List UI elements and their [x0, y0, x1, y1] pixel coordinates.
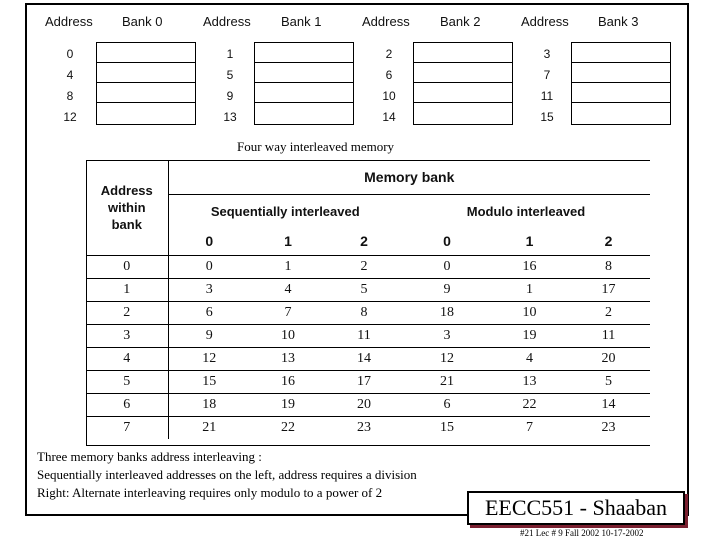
table-title: Memory bank [168, 160, 650, 195]
bank-index-header: 0 [205, 233, 214, 249]
table-cell: 14 [567, 394, 650, 417]
bank-cell [255, 63, 353, 83]
table-cell: 15 [168, 371, 250, 394]
notes [37, 448, 417, 502]
bank-cell [414, 63, 512, 83]
diagram-caption: Four way interleaved memory [237, 139, 395, 154]
bank-cells [571, 42, 671, 125]
address-value: 13 [223, 110, 237, 124]
bank-cell [97, 83, 195, 103]
bank-cell [414, 103, 512, 124]
note-line: Sequentially interleaved addresses on the left, address requires a division [37, 467, 417, 482]
address-column [210, 44, 250, 128]
row-address-cell: 7 [86, 417, 168, 440]
row-address-cell: 2 [86, 302, 168, 325]
table-cell: 4 [250, 279, 326, 302]
table-cell: 16 [250, 371, 326, 394]
table-row [86, 302, 650, 325]
address-header: Address [45, 14, 93, 29]
slide-footer: #21 Lec # 9 Fall 2002 10-17-2002 [520, 528, 644, 538]
table-cell: 13 [250, 348, 326, 371]
address-value: 4 [66, 68, 74, 82]
row-address-cell: 0 [86, 256, 168, 279]
table-cell: 11 [567, 325, 650, 348]
note-line: Three memory banks address interleaving : [37, 449, 262, 464]
table-cell: 5 [567, 371, 650, 394]
table-cell: 9 [168, 325, 250, 348]
table-row [86, 279, 650, 302]
table-cell: 8 [326, 302, 402, 325]
bank-cell [414, 43, 512, 63]
table-cell: 5 [326, 279, 402, 302]
address-value: 1 [226, 47, 234, 61]
table-cell: 3 [402, 325, 492, 348]
address-column [527, 44, 567, 128]
row-address-cell: 3 [86, 325, 168, 348]
address-value: 5 [226, 68, 234, 82]
table-cell: 19 [250, 394, 326, 417]
table-cell: 2 [567, 302, 650, 325]
table-cell: 20 [326, 394, 402, 417]
bank-header: Bank 2 [440, 14, 481, 29]
row-address-cell: 4 [86, 348, 168, 371]
table-cell: 12 [402, 348, 492, 371]
bank-cell [255, 43, 353, 63]
address-value: 2 [385, 47, 393, 61]
address-value: 3 [543, 47, 551, 61]
bank-cells [254, 42, 354, 125]
table-row [86, 394, 650, 417]
table-cell: 1 [250, 256, 326, 279]
row-address-cell: 5 [86, 371, 168, 394]
table-cell: 23 [326, 417, 402, 440]
table-cell: 10 [492, 302, 567, 325]
address-column [369, 44, 409, 128]
bank-cell [572, 103, 670, 124]
table-cell: 0 [168, 256, 250, 279]
bank-header: Bank 1 [281, 14, 322, 29]
table-cell: 3 [168, 279, 250, 302]
bank-cell [255, 103, 353, 124]
table-cell: 0 [402, 256, 492, 279]
table-cell: 10 [250, 325, 326, 348]
bank-header: Bank 3 [598, 14, 639, 29]
table-cell: 23 [567, 417, 650, 440]
table-row [86, 417, 650, 440]
table-cell: 12 [168, 348, 250, 371]
note-line: Right: Alternate interleaving requires only modulo to a power of 2 [37, 485, 383, 500]
table-cell: 4 [492, 348, 567, 371]
bank-cell [97, 63, 195, 83]
address-value: 12 [63, 110, 77, 124]
row-header-line: Address [100, 183, 153, 198]
table-cell: 22 [492, 394, 567, 417]
row-address-cell: 1 [86, 279, 168, 302]
bank-cell [97, 103, 195, 124]
table-cell: 6 [402, 394, 492, 417]
bank-index-header: 2 [604, 233, 613, 249]
address-value: 14 [382, 110, 396, 124]
table-cell: 17 [567, 279, 650, 302]
table-cell: 14 [326, 348, 402, 371]
table-cell: 7 [492, 417, 567, 440]
bank-cell [572, 63, 670, 83]
table-row [86, 325, 650, 348]
bank-cells [413, 42, 513, 125]
table-cell: 7 [250, 302, 326, 325]
group-modulo-header: Modulo interleaved [466, 203, 586, 219]
table-cell: 15 [402, 417, 492, 440]
course-brand: EECC551 - Shaaban [467, 491, 685, 525]
table-cell: 11 [326, 325, 402, 348]
address-value: 6 [385, 68, 393, 82]
address-value: 9 [226, 89, 234, 103]
table-cell: 17 [326, 371, 402, 394]
address-value: 11 [540, 89, 554, 103]
table-row [86, 371, 650, 394]
table-cell: 16 [492, 256, 567, 279]
bank-cell [572, 83, 670, 103]
bank-cells [96, 42, 196, 125]
address-column [50, 44, 90, 128]
address-value: 0 [66, 47, 74, 61]
table-cell: 21 [402, 371, 492, 394]
bank-cell [572, 43, 670, 63]
table-row [86, 256, 650, 279]
row-address-cell: 6 [86, 394, 168, 417]
row-header-line: within [107, 200, 146, 215]
table-cell: 18 [168, 394, 250, 417]
table-cell: 18 [402, 302, 492, 325]
address-header: Address [203, 14, 251, 29]
table-cell: 20 [567, 348, 650, 371]
group-sequential-header: Sequentially interleaved [210, 203, 360, 219]
bank-header: Bank 0 [122, 14, 163, 29]
bank-index-header: 2 [360, 233, 368, 249]
table-cell: 2 [326, 256, 402, 279]
table-cell: 9 [402, 279, 492, 302]
address-value: 8 [66, 89, 74, 103]
table-cell: 8 [567, 256, 650, 279]
table-cell: 19 [492, 325, 567, 348]
row-header [86, 160, 168, 256]
table-cell: 6 [168, 302, 250, 325]
table-cell: 1 [492, 279, 567, 302]
table-cell: 13 [492, 371, 567, 394]
interleaving-table [86, 160, 650, 439]
bank-index-header: 1 [525, 233, 534, 249]
address-value: 7 [543, 68, 551, 82]
address-header: Address [362, 14, 410, 29]
address-header: Address [521, 14, 569, 29]
table-body [86, 256, 650, 440]
bank-cell [414, 83, 512, 103]
table-row [86, 348, 650, 371]
address-value: 15 [540, 110, 554, 124]
table-cell: 21 [168, 417, 250, 440]
address-value: 10 [382, 89, 396, 103]
bank-cell [255, 83, 353, 103]
bank-index-header: 0 [443, 233, 451, 249]
bank-index-header: 1 [284, 233, 292, 249]
row-header-line: bank [111, 217, 142, 232]
bank-cell [97, 43, 195, 63]
table-cell: 22 [250, 417, 326, 440]
